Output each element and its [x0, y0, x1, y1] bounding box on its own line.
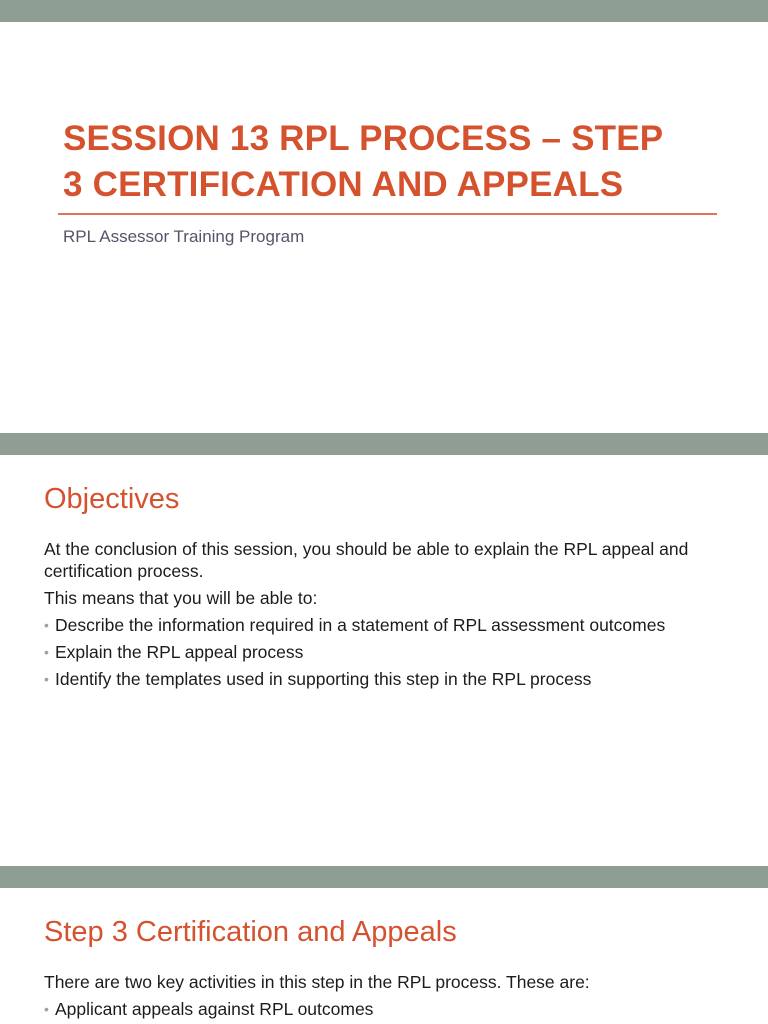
step3-heading: Step 3 Certification and Appeals: [44, 916, 457, 948]
title-line-1: SESSION 13 RPL PROCESS – STEP: [63, 119, 664, 158]
bullet-icon: •: [44, 1001, 49, 1017]
slide-title-heading: [63, 116, 723, 208]
bullet-icon: •: [44, 617, 49, 633]
list-item: [44, 998, 734, 1020]
slide-step3[interactable]: [0, 888, 768, 1024]
objectives-heading: Objectives: [44, 483, 180, 515]
slide-header-band: [0, 866, 768, 888]
slide-objectives[interactable]: [0, 455, 768, 866]
list-item: [44, 641, 734, 663]
slide-subtitle: RPL Assessor Training Program: [63, 227, 305, 246]
bullet-text: Applicant appeals against RPL outcomes: [55, 999, 374, 1019]
list-item: [44, 614, 734, 636]
bullet-text: Describe the information required in a statement of RPL assessment outcomes: [55, 615, 666, 635]
slide-title[interactable]: [0, 0, 768, 433]
list-item: [44, 668, 734, 690]
bullet-icon: •: [44, 644, 49, 660]
objectives-intro: At the conclusion of this session, you should be able to explain the RPL appeal and certification process.: [44, 539, 689, 581]
step3-intro: There are two key activities in this step in the RPL process. These are:: [44, 972, 590, 992]
step3-body: [44, 971, 734, 1024]
title-line-2: 3 CERTIFICATION AND APPEALS: [63, 165, 624, 204]
bullet-text: Explain the RPL appeal process: [55, 642, 304, 662]
objectives-body: [44, 538, 734, 695]
bullet-text: Identify the templates used in supporting this step in the RPL process: [55, 669, 592, 689]
bullet-icon: •: [44, 671, 49, 687]
objectives-lead: This means that you will be able to:: [44, 588, 318, 608]
title-underline: [58, 213, 717, 215]
slide-header-band: [0, 433, 768, 455]
